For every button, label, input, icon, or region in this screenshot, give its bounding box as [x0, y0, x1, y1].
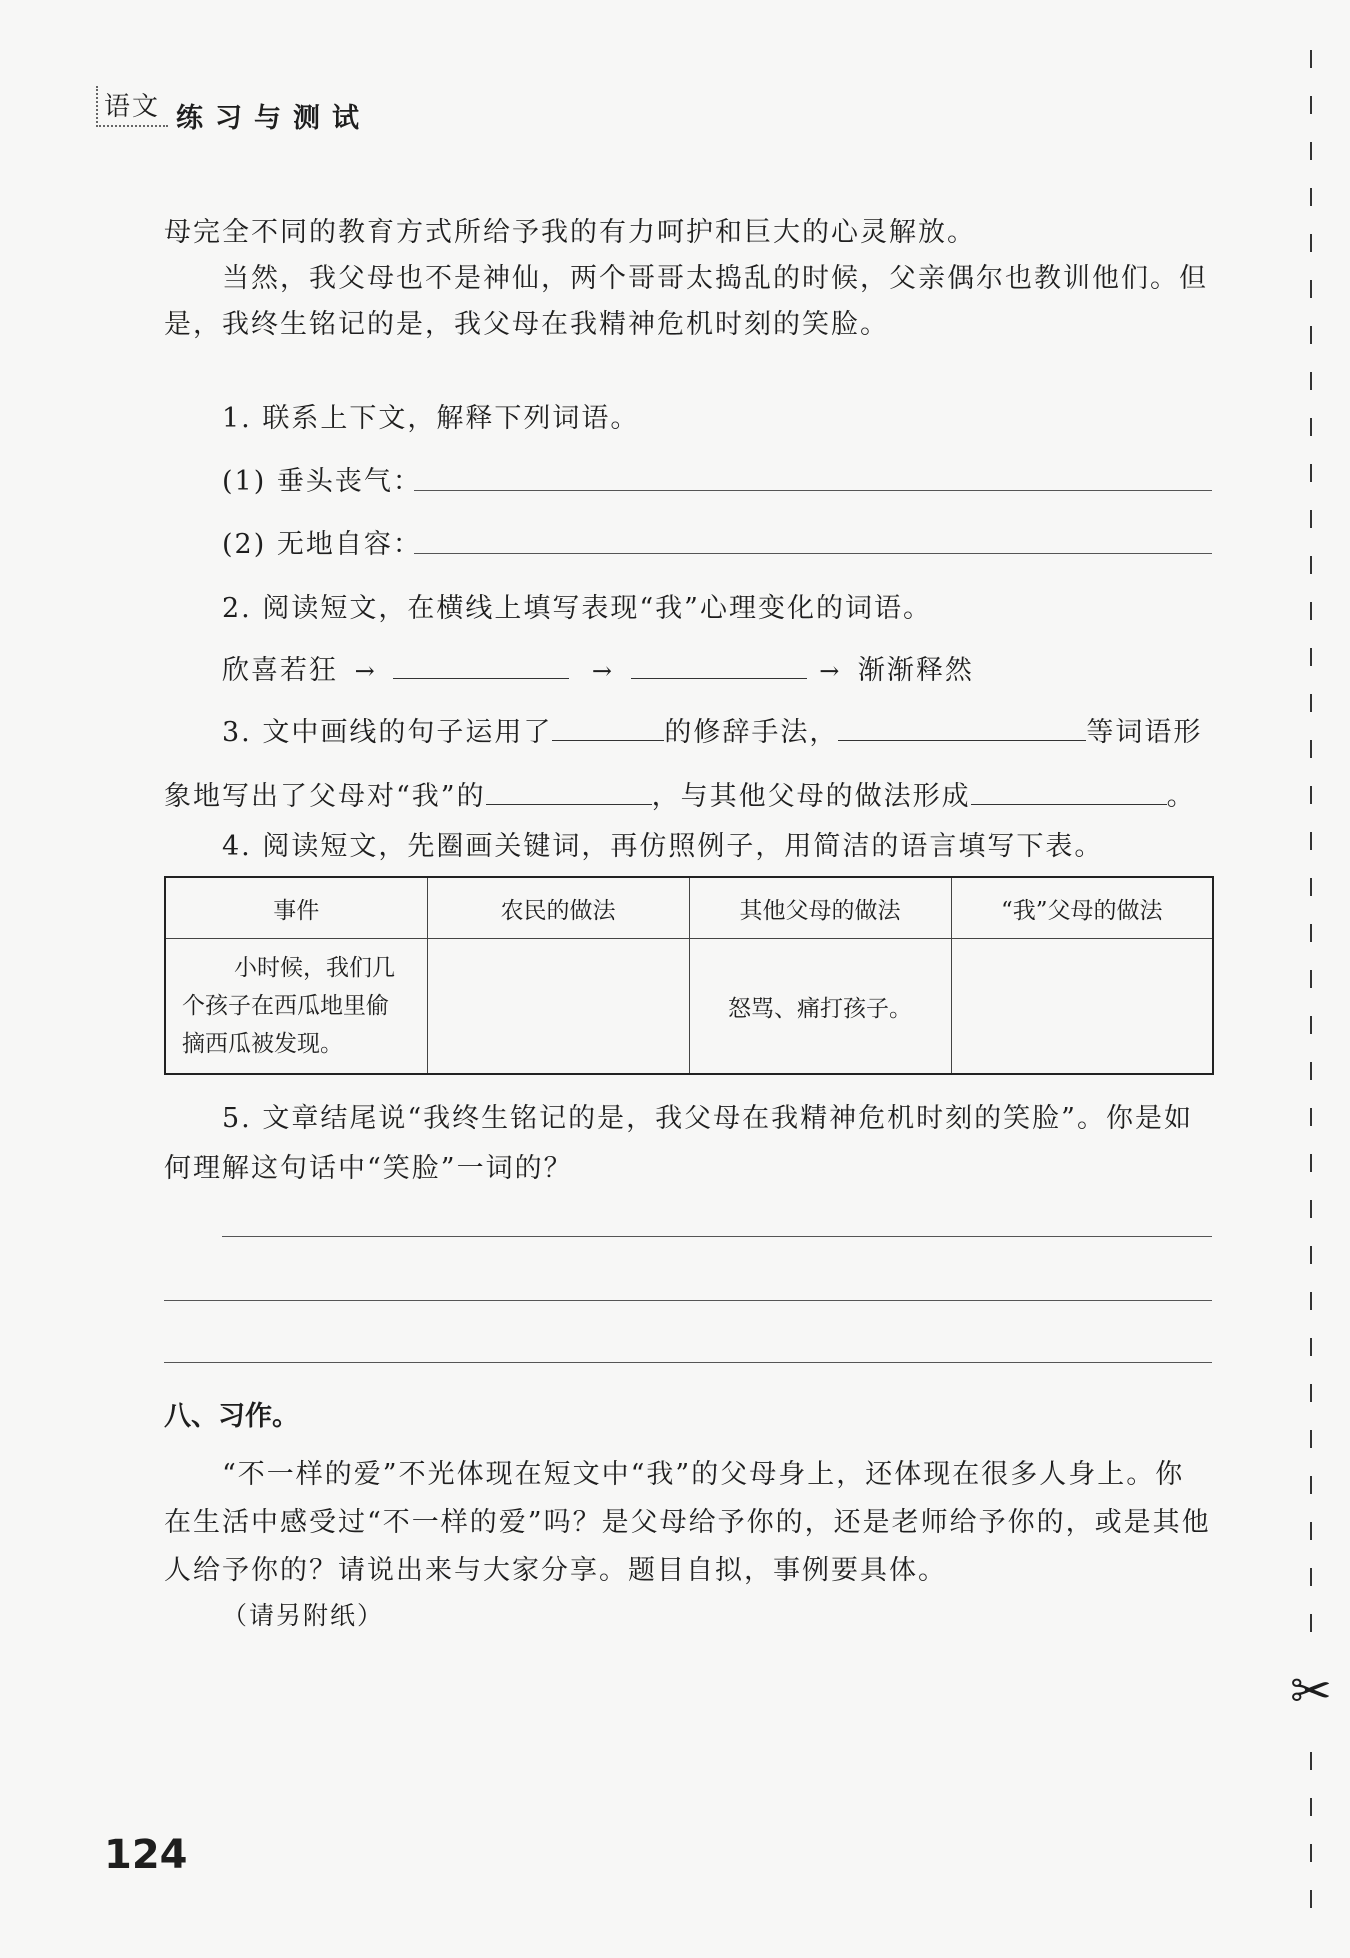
table-header: “我”父母的做法: [951, 877, 1213, 939]
cut-line-segment: [1310, 1476, 1312, 1494]
cut-line-segment: [1310, 1246, 1312, 1264]
table-header: 农民的做法: [427, 877, 689, 939]
subject-tag: 语文: [96, 86, 168, 127]
q3-text: ，与其他父母的做法形成: [651, 781, 971, 812]
cut-line-segment: [1310, 1890, 1312, 1908]
cut-line-segment: [1310, 418, 1312, 436]
table-row: [165, 939, 1213, 1075]
cut-line-segment: [1310, 740, 1312, 758]
q2-start-word: 欣喜若狂: [222, 655, 338, 686]
q2-prompt: 2. 阅读短文，在横线上填写表现“我”心理变化的词语。: [222, 593, 932, 624]
page-number: 124: [104, 1832, 188, 1878]
cut-line-segment: [1310, 602, 1312, 620]
cut-line-segment: [1310, 1062, 1312, 1080]
cut-line-segment: [1310, 464, 1312, 482]
q3-text: 。: [1166, 781, 1196, 812]
q4-table: [164, 876, 1214, 1075]
section-note: （请另附纸）: [222, 1601, 385, 1630]
q1-item2-label: (2) 无地自容：: [222, 529, 422, 560]
table-header: 事件: [165, 877, 427, 939]
q3-blank-contrast[interactable]: [971, 780, 1167, 805]
q1-item2-answer-line[interactable]: [414, 553, 1212, 554]
section-text: 在生活中感受过“不一样的爱”吗？是父母给予你的，还是老师给予你的，或是其他: [164, 1507, 1211, 1538]
q3-text: 的修辞手法，: [664, 717, 839, 748]
q3-blank-attitude[interactable]: [486, 780, 652, 805]
arrow-right-icon: →: [354, 657, 377, 685]
q1-item1-answer-line[interactable]: [414, 490, 1212, 491]
q5-line1: 5. 文章结尾说“我终生铭记的是，我父母在我精神危机时刻的笑脸”。你是如: [222, 1103, 1193, 1134]
q3-line2: [164, 774, 1196, 813]
q1-prompt: 1. 联系上下文，解释下列词语。: [222, 403, 640, 434]
section-text: “不一样的爱”不光体现在短文中“我”的父母身上，还体现在很多人身上。你: [222, 1459, 1185, 1490]
q3-text: 象地写出了父母对“我”的: [164, 781, 486, 812]
q5-answer-line[interactable]: [164, 1362, 1212, 1363]
q2-blank-1[interactable]: [393, 654, 569, 679]
cut-line-segment: [1310, 326, 1312, 344]
cut-line-segment: [1310, 1200, 1312, 1218]
my-parents-answer-cell[interactable]: [951, 939, 1213, 1075]
passage-line: 是，我终生铭记的是，我父母在我精神危机时刻的笑脸。: [164, 309, 889, 340]
section-text: 人给予你的？请说出来与大家分享。题目自拟，事例要具体。: [164, 1555, 947, 1586]
arrow-right-icon: →: [819, 657, 842, 685]
event-text: 摘西瓜被发现。: [182, 1031, 343, 1057]
scissors-icon: ✂: [1290, 1662, 1332, 1720]
cut-line-segment: [1310, 1384, 1312, 1402]
arrow-right-icon: →: [591, 657, 614, 685]
q1-item1-label: (1) 垂头丧气：: [222, 466, 422, 497]
table-header-row: [165, 877, 1213, 939]
cut-line-segment: [1310, 786, 1312, 804]
cut-line-segment: [1310, 50, 1312, 68]
q5-line2: 何理解这句话中“笑脸”一词的？: [164, 1153, 573, 1184]
cut-line-segment: [1310, 1292, 1312, 1310]
cut-line-segment: [1310, 510, 1312, 528]
q2-blank-2[interactable]: [631, 654, 807, 679]
cut-line-segment: [1310, 1430, 1312, 1448]
cut-line-segment: [1310, 832, 1312, 850]
book-title: 练习与测试: [176, 103, 371, 134]
event-text: 小时候，我们几: [234, 955, 395, 981]
q2-end-word: 渐渐释然: [857, 655, 974, 686]
q3-blank-words[interactable]: [838, 716, 1086, 741]
cut-line-segment: [1310, 280, 1312, 298]
cut-line-segment: [1310, 96, 1312, 114]
others-answer-cell: 怒骂、痛打孩子。: [689, 939, 951, 1075]
cut-line-segment: [1310, 1614, 1312, 1632]
passage-line: 母完全不同的教育方式所给予我的有力呵护和巨大的心灵解放。: [164, 217, 976, 248]
farmer-answer-cell[interactable]: [427, 939, 689, 1075]
cut-line-segment: [1310, 648, 1312, 666]
q5-answer-line[interactable]: [164, 1300, 1212, 1301]
cut-line-segment: [1310, 556, 1312, 574]
passage-line: 当然，我父母也不是神仙，两个哥哥太捣乱的时候，父亲偶尔也教训他们。但: [222, 263, 1208, 294]
event-cell: [165, 939, 427, 1075]
cut-line-segment: [1310, 234, 1312, 252]
cut-line-segment: [1310, 1844, 1312, 1862]
cut-line-segment: [1310, 188, 1312, 206]
cut-line-segment: [1310, 1338, 1312, 1356]
q5-answer-line[interactable]: [222, 1236, 1212, 1237]
cut-line-segment: [1310, 1016, 1312, 1034]
cut-line-segment: [1310, 1798, 1312, 1816]
q3-blank-rhetoric[interactable]: [552, 716, 664, 741]
cut-line-segment: [1310, 1108, 1312, 1126]
cut-line-segment: [1310, 694, 1312, 712]
cut-line-segment: [1310, 878, 1312, 896]
cut-line-segment: [1310, 1522, 1312, 1540]
cut-line-segment: [1310, 142, 1312, 160]
cut-line-segment: [1310, 1154, 1312, 1172]
cut-line-segment: [1310, 924, 1312, 942]
section-title: 八、习作。: [164, 1401, 299, 1432]
cut-line-segment: [1310, 970, 1312, 988]
table-header: 其他父母的做法: [689, 877, 951, 939]
q3-text: 3. 文中画线的句子运用了: [222, 717, 553, 748]
q4-prompt: 4. 阅读短文，先圈画关键词，再仿照例子，用简洁的语言填写下表。: [222, 831, 1104, 862]
event-text: 个孩子在西瓜地里偷: [182, 993, 389, 1019]
q2-chain: [222, 648, 974, 687]
q3-text: 等词语形: [1086, 717, 1203, 748]
cut-line-segment: [1310, 372, 1312, 390]
q3-line1: [222, 710, 1202, 749]
cut-line-segment: [1310, 1752, 1312, 1770]
cut-line-segment: [1310, 1568, 1312, 1586]
